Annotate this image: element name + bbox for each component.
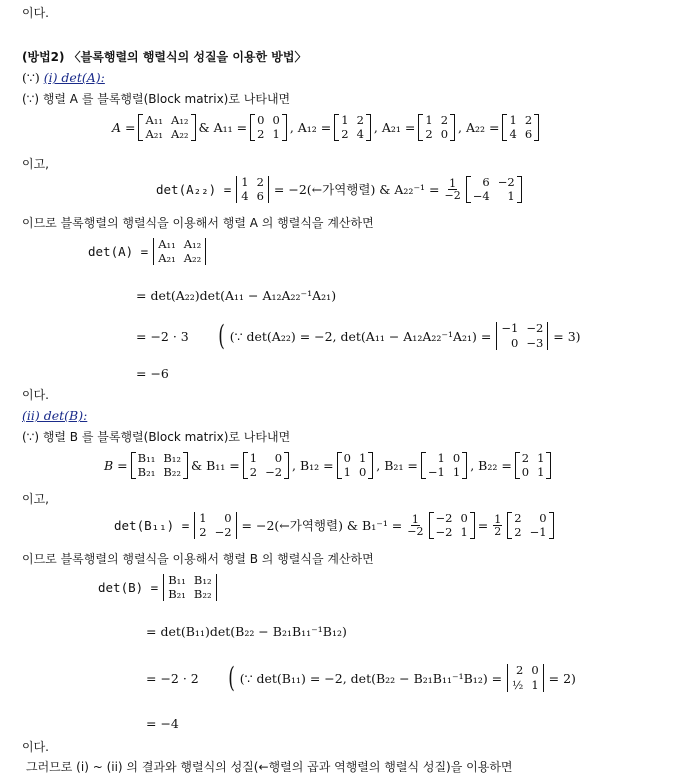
matrix-cell: 0: [460, 511, 468, 525]
partition-a-text: (∵) 행렬 A 를 블록행렬(Block matrix)로 나타내면: [22, 92, 291, 106]
eq-lhs: B =: [104, 458, 128, 474]
matrix-cell: A₁₁: [158, 237, 176, 251]
matrix-cell: 1: [509, 113, 517, 127]
eq-lhs: det(A) =: [88, 244, 149, 260]
matrix-cell: 2: [425, 127, 433, 142]
because-symbol: (∵): [22, 70, 40, 85]
matrix-cell: B₁₂: [163, 451, 181, 465]
matrix-cell: 2: [514, 525, 522, 540]
matrix-cell: 1: [272, 127, 280, 142]
step-value: = −2 · 2: [146, 670, 199, 686]
eq-lhs: det(B₁₁) =: [114, 518, 190, 534]
matrix-cell: B₁₁: [137, 451, 156, 465]
text-line: 이다.: [22, 6, 49, 20]
matrix-cell: 0: [531, 663, 539, 678]
matrix-cell: B₂₂: [163, 465, 181, 480]
matrix-cell: 2: [249, 465, 258, 480]
eq-lhs: det(B) =: [98, 580, 159, 596]
method-heading: (방법2) 〈블록행렬의 행렬식의 성질을 이용한 방법〉: [22, 50, 307, 64]
determinant-a22: [234, 176, 271, 203]
step-line-with-reason: = −2 · 3 ( (∵ det(A₂₂) = −2, det(A₁₁ − A₁₂A₂₂⁻¹A₂₁) = −1 −2 0 −3 = 3): [136, 319, 581, 352]
conclusion-text: 그러므로 (i) ~ (ii) 의 결과와 행렬식의 성질(←행렬의 곱과 역행렬의 행렬식 성질)을 이용하면: [26, 760, 513, 774]
equation-det-a22: [156, 176, 522, 203]
eq-text: & A₁₁ =: [198, 120, 248, 136]
matrix-a11: [250, 114, 287, 141]
block-matrix-a: [138, 114, 195, 141]
inverse-b11: [429, 512, 475, 539]
fraction-den: 2: [494, 525, 502, 539]
matrix-cell: 0: [224, 511, 232, 525]
matrix-cell: 4: [356, 127, 364, 142]
matrix-cell: 1: [425, 113, 433, 127]
matrix-cell: 1: [437, 451, 445, 465]
matrix-cell: 0: [521, 465, 530, 480]
matrix-cell: 2: [515, 663, 524, 678]
eq-text: & B₁₁ =: [190, 458, 240, 474]
matrix-cell: A₂₁: [145, 127, 164, 142]
fraction-num: 1: [494, 512, 502, 526]
matrix-cell: 1: [537, 465, 545, 480]
fraction-num: 1: [411, 512, 419, 526]
matrix-cell: −2: [435, 525, 453, 540]
matrix-cell: B₂₁: [168, 587, 186, 602]
eq-lhs: det(A₂₂) =: [156, 182, 232, 198]
inverse-a22: [466, 176, 522, 203]
reason-end: = 3): [553, 328, 581, 344]
eq-text: , A₁₂ =: [289, 120, 332, 136]
text-line: 이므로 블록행렬의 행렬식을 이용해서 행렬 B 의 행렬식을 계산하면: [22, 552, 374, 566]
matrix-cell: −2: [497, 175, 515, 189]
determinant-reason-a: [494, 322, 550, 349]
matrix-cell: 2: [440, 113, 449, 127]
reason-text: (∵ det(A₂₂) = −2, det(A₁₁ − A₁₂A₂₂⁻¹A₂₁) =: [229, 328, 492, 344]
eq-text: , A₂₂ =: [458, 120, 500, 136]
matrix-cell: A₂₁: [158, 251, 176, 266]
text-line: 이고,: [22, 492, 49, 506]
step-line: = det(B₁₁)det(B₂₂ − B₂₁B₁₁⁻¹B₁₂): [146, 624, 347, 639]
matrix-cell: −1: [427, 465, 445, 480]
matrix-cell: A₂₂: [183, 251, 202, 266]
matrix-b11: [243, 452, 289, 479]
matrix-cell: 1: [341, 113, 349, 127]
matrix-cell: B₁₂: [193, 573, 212, 587]
matrix-cell: A₁₂: [171, 113, 189, 127]
matrix-a21: [418, 114, 455, 141]
case-i-line: [22, 70, 105, 85]
determinant-reason-b: [505, 664, 545, 691]
reason-end: = 2): [548, 670, 576, 686]
equation-a-blocks: [112, 114, 539, 141]
matrix-cell: 0: [272, 113, 280, 127]
determinant-a-blocks: [151, 238, 208, 265]
matrix-cell: 2: [199, 525, 207, 540]
matrix-cell: 6: [482, 175, 490, 189]
eq-text: , A₂₁ =: [373, 120, 416, 136]
matrix-cell: B₂₁: [137, 465, 156, 480]
case-i-label: (i) det(A):: [43, 70, 105, 85]
eq-text: = −2(←가역행렬) & A₂₂⁻¹ =: [273, 182, 440, 198]
matrix-b12: [337, 452, 374, 479]
step-line-with-reason: = −2 · 2 ( (∵ det(B₁₁) = −2, det(B₂₂ − B₂₁B₁₁⁻¹B₁₂) = 2 0 ½ 1 = 2): [146, 661, 576, 694]
text-line: 이다.: [22, 740, 49, 754]
matrix-cell: B₂₂: [193, 587, 212, 602]
matrix-cell: 0: [257, 113, 265, 127]
equation-det-a: [88, 238, 208, 265]
determinant-b11: [192, 512, 238, 539]
matrix-b21: [421, 452, 467, 479]
text-line: 이다.: [22, 388, 49, 402]
matrix-cell: 6: [524, 127, 533, 142]
fraction-num: 1: [449, 176, 457, 190]
fraction: [407, 514, 423, 538]
matrix-cell: 6: [256, 189, 264, 204]
determinant-b-blocks: [161, 574, 218, 601]
matrix-cell: 1: [249, 451, 258, 465]
matrix-cell: A₁₁: [145, 113, 164, 127]
step-line: = −6: [136, 366, 169, 381]
eq-text: , B₂₂ =: [470, 458, 512, 474]
matrix-cell: 1: [358, 451, 367, 465]
matrix-cell: −4: [472, 189, 490, 204]
matrix-cell: 0: [358, 465, 367, 480]
fraction: [445, 178, 461, 202]
matrix-cell: B₁₁: [168, 573, 186, 587]
matrix-cell: 1: [199, 511, 207, 525]
matrix-cell: 2: [356, 113, 364, 127]
matrix-cell: 4: [509, 127, 517, 142]
matrix-cell: 1: [241, 175, 249, 189]
matrix-cell: 2: [514, 511, 522, 525]
equation-b-blocks: [104, 452, 551, 479]
matrix-cell: −2: [526, 321, 544, 336]
step-line: = det(A₂₂)det(A₁₁ − A₁₂A₂₂⁻¹A₂₁): [136, 288, 337, 303]
reason-text: (∵ det(B₁₁) = −2, det(B₂₂ − B₂₁B₁₁⁻¹B₁₂) =: [239, 670, 503, 686]
matrix-cell: A₂₂: [171, 127, 189, 142]
step-line: = −4: [146, 716, 179, 731]
matrix-cell: −2: [265, 465, 283, 480]
matrix-cell: 1: [507, 189, 515, 204]
matrix-cell: 2: [257, 127, 265, 142]
equation-det-b11: [114, 512, 554, 539]
inverse-b11-simplified: [507, 512, 553, 539]
matrix-cell: A₁₂: [183, 237, 202, 251]
matrix-cell: 1: [460, 525, 468, 540]
matrix-cell: 1: [343, 465, 351, 480]
block-matrix-b: [131, 452, 188, 479]
eq-text: =: [477, 518, 489, 534]
matrix-cell: −2: [214, 525, 232, 540]
matrix-cell: 0: [539, 511, 547, 525]
matrix-a22: [502, 114, 539, 141]
text-line: 이고,: [22, 157, 49, 171]
fraction-den: −2: [444, 189, 461, 203]
partition-b-text: (∵) 행렬 B 를 블록행렬(Block matrix)로 나타내면: [22, 430, 291, 444]
text-line: 이므로 블록행렬의 행렬식을 이용해서 행렬 A 의 행렬식을 계산하면: [22, 216, 374, 230]
matrix-cell: 1: [452, 465, 461, 480]
matrix-cell: 0: [343, 451, 351, 465]
matrix-cell: 0: [440, 127, 449, 142]
matrix-cell: −1: [529, 525, 547, 540]
fraction: [493, 514, 502, 538]
matrix-cell: 2: [521, 451, 530, 465]
matrix-cell: 1: [531, 677, 539, 692]
matrix-b22: [515, 452, 552, 479]
step-value: = −2 · 3: [136, 328, 189, 344]
matrix-cell: 0: [274, 451, 283, 465]
matrix-cell: 0: [452, 451, 461, 465]
fraction-den: −2: [407, 525, 424, 539]
matrix-cell: −3: [526, 335, 544, 350]
case-ii-label: (ii) det(B):: [22, 408, 88, 423]
matrix-cell: −1: [501, 321, 519, 336]
eq-lhs: A =: [112, 120, 136, 136]
matrix-cell: 2: [341, 127, 349, 142]
matrix-cell: 0: [510, 335, 519, 350]
matrix-a12: [334, 114, 371, 141]
matrix-cell: 1: [537, 451, 545, 465]
matrix-cell: 2: [256, 175, 264, 189]
matrix-cell: 2: [524, 113, 533, 127]
matrix-cell: −2: [435, 511, 453, 525]
matrix-cell: 4: [241, 189, 249, 204]
eq-text: = −2(←가역행렬) & B₁⁻¹ =: [241, 518, 403, 534]
matrix-cell: ½: [512, 677, 524, 692]
equation-det-b: [98, 574, 219, 601]
eq-text: , B₂₁ =: [376, 458, 418, 474]
eq-text: , B₁₂ =: [292, 458, 334, 474]
